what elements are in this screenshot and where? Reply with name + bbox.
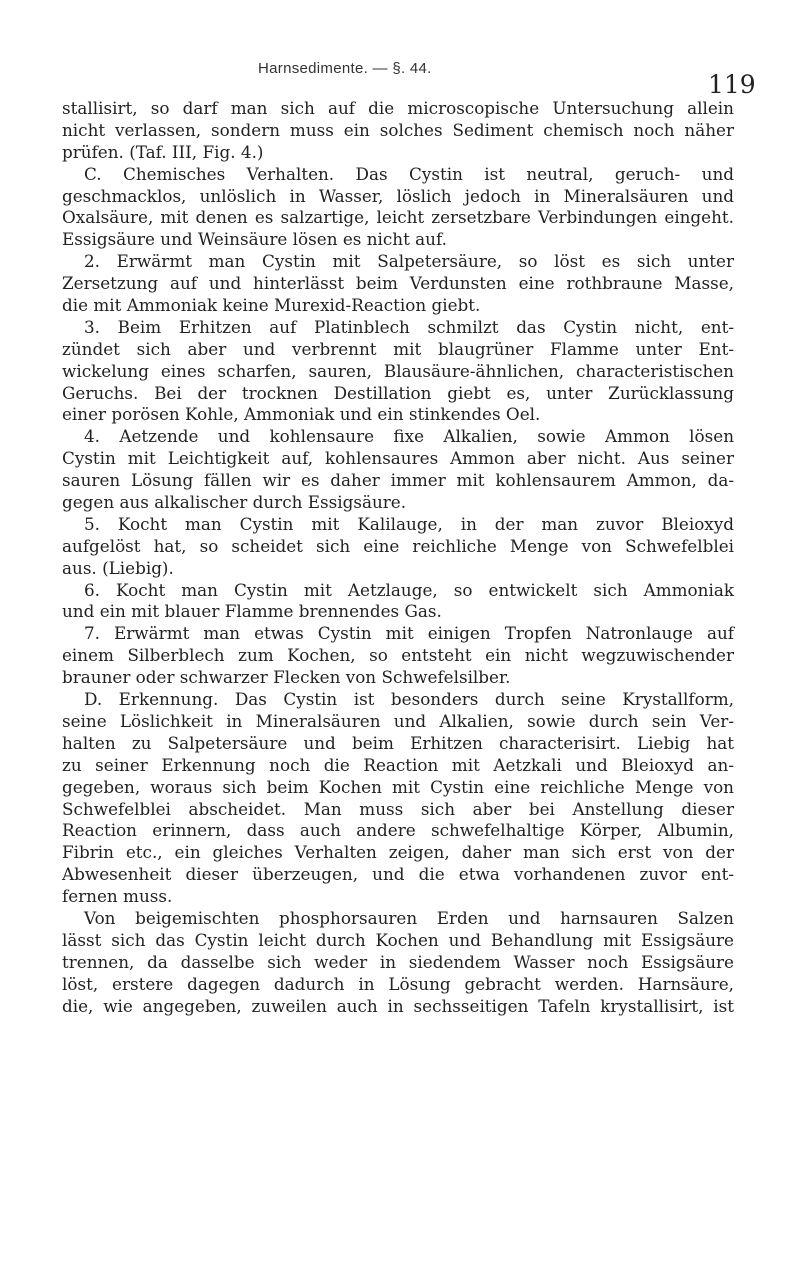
text-line: zündet sich aber und verbrennt mit blaugrüner Flamme unter Ent- <box>62 338 734 359</box>
text-line: 4. Aetzende und kohlensaure fixe Alkalien, sowie Ammon lösen <box>84 426 734 447</box>
text-line: prüfen. (Taf. III, Fig. 4.) <box>62 141 264 162</box>
text-line: aus. (Liebig). <box>62 557 174 578</box>
text-line: fernen muss. <box>62 886 173 907</box>
text-line: nicht verlassen, sondern muss ein solches Sediment chemisch noch näher <box>62 119 734 140</box>
text-line: zu seiner Erkennung noch die Reaction mit Aetzkali und Bleioxyd an- <box>62 754 734 775</box>
body-text <box>62 98 734 1017</box>
text-line: die mit Ammoniak keine Murexid-Reaction giebt. <box>62 295 481 316</box>
text-line: gegeben, woraus sich beim Kochen mit Cystin eine reichliche Menge von <box>62 776 734 797</box>
text-line: löst, erstere dagegen dadurch in Lösung gebracht werden. Harnsäure, <box>62 973 734 994</box>
text-line: Fibrin etc., ein gleiches Verhalten zeigen, daher man sich erst von der <box>62 842 734 863</box>
text-line: Essigsäure und Weinsäure lösen es nicht auf. <box>62 229 447 250</box>
text-line: Geruchs. Bei der trocknen Destillation giebt es, unter Zurücklassung <box>62 382 734 403</box>
text-line: seine Löslichkeit in Mineralsäuren und Alkalien, sowie durch sein Ver- <box>62 710 734 731</box>
text-line: Von beigemischten phosphorsauren Erden und harnsauren Salzen <box>84 907 734 928</box>
text-line: aufgelöst hat, so scheidet sich eine reichliche Menge von Schwefelblei <box>62 535 734 556</box>
text-line: 5. Kocht man Cystin mit Kalilauge, in der man zuvor Bleioxyd <box>84 513 734 534</box>
text-line: gegen aus alkalischer durch Essigsäure. <box>62 492 407 513</box>
text-line: die, wie angegeben, zuweilen auch in sechsseitigen Tafeln krystallisirt, ist <box>62 995 734 1016</box>
text-line: D. Erkennung. Das Cystin ist besonders durch seine Krystallform, <box>84 689 734 710</box>
text-line: und ein mit blauer Flamme brennendes Gas. <box>62 601 442 622</box>
text-line: einer porösen Kohle, Ammoniak und ein stinkendes Oel. <box>62 404 541 425</box>
text-line: 6. Kocht man Cystin mit Aetzlauge, so entwickelt sich Ammoniak <box>84 579 734 600</box>
text-line: brauner oder schwarzer Flecken von Schwefelsilber. <box>62 667 511 688</box>
text-line: stallisirt, so darf man sich auf die microscopische Untersuchung allein <box>62 98 734 118</box>
page-number: 119 <box>708 70 756 99</box>
text-line: geschmacklos, unlöslich in Wasser, löslich jedoch in Mineralsäuren und <box>62 185 734 206</box>
text-line: Schwefelblei abscheidet. Man muss sich aber bei Anstellung dieser <box>62 798 734 819</box>
text-line: wickelung eines scharfen, sauren, Blausäure-ähnlichen, characteristischen <box>62 360 734 381</box>
text-line: Oxalsäure, mit denen es salzartige, leicht zersetzbare Verbindungen eingeht. <box>62 207 734 228</box>
text-line: einem Silberblech zum Kochen, so entsteht ein nicht wegzuwischender <box>62 645 734 666</box>
text-line: Reaction erinnern, dass auch andere schwefelhaltige Körper, Albumin, <box>62 820 734 841</box>
text-line: Zersetzung auf und hinterlässt beim Verdunsten eine rothbraune Masse, <box>62 273 734 294</box>
text-line: Abwesenheit dieser überzeugen, und die etwa vorhandenen zuvor ent- <box>62 864 734 885</box>
text-line: sauren Lösung fällen wir es daher immer mit kohlensaurem Ammon, da- <box>62 470 734 491</box>
text-line: trennen, da dasselbe sich weder in siedendem Wasser noch Essigsäure <box>62 951 734 972</box>
text-line: 7. Erwärmt man etwas Cystin mit einigen Tropfen Natronlauge auf <box>84 623 734 644</box>
running-head: Harnsedimente. — §. 44. <box>258 60 432 77</box>
text-line: 2. Erwärmt man Cystin mit Salpetersäure, so löst es sich unter <box>84 251 734 272</box>
text-line: Cystin mit Leichtigkeit auf, kohlensaures Ammon aber nicht. Aus seiner <box>62 448 734 469</box>
text-line: lässt sich das Cystin leicht durch Kochen und Behandlung mit Essigsäure <box>62 929 734 950</box>
text-line: C. Chemisches Verhalten. Das Cystin ist neutral, geruch- und <box>84 163 734 184</box>
text-line: halten zu Salpetersäure und beim Erhitzen characterisirt. Liebig hat <box>62 732 734 753</box>
text-line: 3. Beim Erhitzen auf Platinblech schmilzt das Cystin nicht, ent- <box>84 316 734 337</box>
